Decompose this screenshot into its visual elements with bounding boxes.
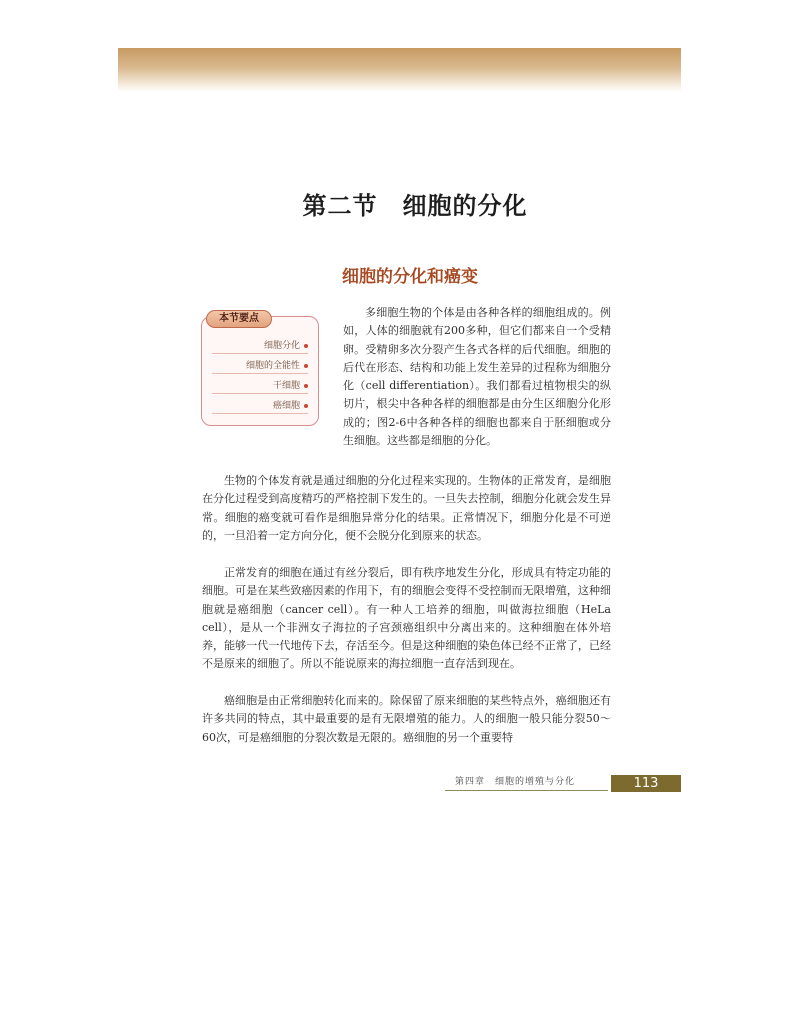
body-paragraph: 生物的个体发育就是通过细胞的分化过程来实现的。生物体的正常发育，是细胞在分化过程受到高度精巧的严格控制下发生的。一旦失去控制，细胞分化就会发生异常。细胞的癌变就可看作是细胞异常分化的结果。正常情况下，细胞分化是不可逆的，一旦沿着一定方向分化，便不会脱分化到原来的状态。 — [202, 474, 611, 542]
bullet-dot-icon — [304, 404, 308, 408]
key-point-item — [212, 358, 308, 374]
footer-divider — [445, 790, 608, 791]
key-point-item — [212, 398, 308, 414]
key-points-tag: 本节要点 — [206, 310, 272, 328]
key-point-item — [212, 338, 308, 354]
page-number: 113 — [611, 775, 681, 792]
bullet-dot-icon — [304, 364, 308, 368]
bullet-dot-icon — [304, 344, 308, 348]
key-point-label: 干细胞 — [272, 381, 300, 391]
subsection-title: 细胞的分化和癌变 — [342, 267, 478, 287]
bullet-dot-icon — [304, 384, 308, 388]
section-title: 第二节 细胞的分化 — [302, 192, 528, 220]
body-paragraph: 正常发育的细胞在通过有丝分裂后，即有秩序地发生分化，形成具有特定功能的细胞。可是在某些致癌因素的作用下，有的细胞会变得不受控制而无限增殖，这种细胞就是癌细胞（cancer cell）。有一种人工培养的细胞，叫做海拉细胞（HeLa cell），是从一个非洲女子海拉的子宫颈癌组织中分离出来的。这种细胞在体外培养，能够一代一代地传下去，存活至今。但是这种细胞的染色体已经不正常了，已经不是原来的细胞了。所以不能说原来的海拉细胞一直存活到现在。 — [202, 566, 611, 671]
body-paragraph: 癌细胞是由正常细胞转化而来的。除保留了原来细胞的某些特点外，癌细胞还有许多共同的特点，其中最重要的是有无限增殖的能力。人的细胞一般只能分裂50～60次，可是癌细胞的分裂次数是无限的。癌细胞的另一个重要特 — [202, 694, 611, 744]
key-point-label: 细胞分化 — [263, 341, 300, 351]
chapter-footer-label: 第四章 细胞的增殖与分化 — [455, 777, 576, 787]
page-header-band — [118, 48, 681, 92]
key-point-label: 癌细胞 — [272, 401, 300, 411]
key-point-label: 细胞的全能性 — [245, 361, 300, 371]
key-point-item — [212, 378, 308, 394]
body-paragraph: 多细胞生物的个体是由各种各样的细胞组成的。例如，人体的细胞就有200多种，但它们都来自一个受精卵。受精卵多次分裂产生各式各样的后代细胞。细胞的后代在形态、结构和功能上发生差异的过程称为细胞分化（cell differentiation）。我们都看过植物根尖的纵切片，根尖中各种各样的细胞都是由分生区细胞分化形成的；图2-6中各种各样的细胞也都来自于胚细胞或分生细胞。这些都是细胞的分化。 — [343, 306, 611, 448]
